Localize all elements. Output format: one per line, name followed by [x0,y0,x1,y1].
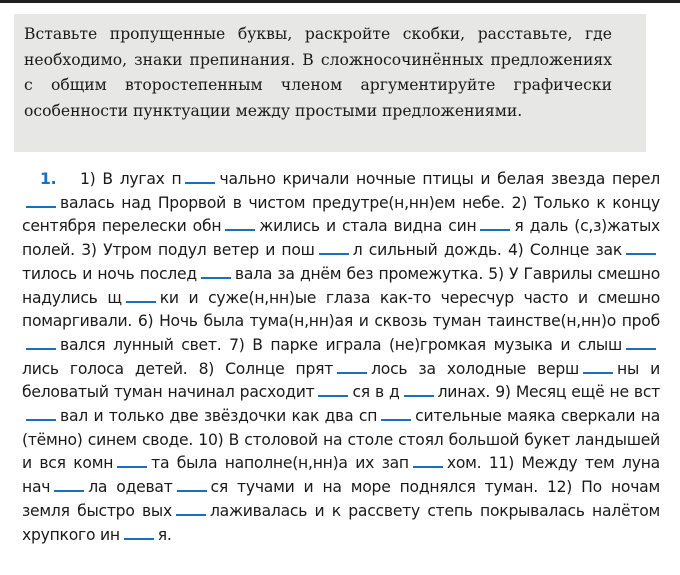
blank-gap [626,334,656,350]
text-segment: я. [157,525,172,544]
blank-gap [26,405,56,421]
blank-gap [126,287,156,303]
text-segment: лось за холодные верш [371,359,580,378]
blank-gap [381,405,411,421]
text-segment: я даль (с,з)жатых полей. 3) Утром подул ветер и пош [22,217,660,260]
text-segment: хом. 11) Между тем луна нач [22,454,660,497]
text-segment: ся тучами и на море поднялся туман. 12) По ночам земля быстро вых [22,478,660,520]
text-segment: ны и беловатый туман начинал расходит [22,359,660,402]
text-segment: чально кричали ночные птицы и белая звезда перел [219,170,660,188]
exercise-text [22,168,660,547]
blank-gap [26,192,56,208]
text-segment: лись голоса детей. 8) Солнце прят [22,359,334,378]
text-segment: вался лунный свет. 7) В парке играла (не)громкая музыка и слыш [60,335,622,354]
text-segment: сительные маяка сверкали на (тёмно) синем своде. 10) В столовой на столе стоял большой букет ландышей и вся комн [22,407,660,473]
text-segment: 1) В лугах п [80,170,182,188]
blank-gap [319,239,349,255]
text-segment: ла одеват [88,478,173,497]
blank-gap [318,381,348,397]
blank-gap [480,215,510,231]
text-segment: валась над Прорвой в чистом предутре(н,нн)ем небе. 2) Только к концу сентября перелески обн [22,193,660,236]
blank-gap [54,476,84,492]
top-border-line [0,0,680,3]
blank-gap [185,168,215,184]
text-segment: та была наполне(н,нн)а их зап [151,454,409,473]
blank-gap [117,452,147,468]
blank-gap [201,263,231,279]
exercise-number: 1. [40,170,57,188]
blank-gap [626,239,656,255]
text-segment: лаживалась и к рассвету степь покрывалась налётом хрупкого ин [22,501,660,544]
blank-gap [177,476,207,492]
blank-gap [337,358,367,374]
text-segment: линах. 9) Месяц ещё не вст [437,383,660,402]
task-instruction: Вставьте пропущенные буквы, раскройте скобки, расставьте, где необходимо, знаки препинания. В сложносочинённых предложениях с общим второстепенным членом аргументируйте графически особенности пунктуации между простыми предложениями. [24,25,612,120]
text-segment: ки и суже(н,нн)ые глаза как-то чересчур часто и смешно помаргивали. 6) Ночь была тума(н,нн)ая и сквозь туман таинстве(н,нн)о проб [22,288,660,331]
text-segment: тилось и ночь послед [22,264,197,283]
text-segment: л сильный дождь. 4) Солнце зак [352,241,622,260]
blank-gap [176,500,206,516]
blank-gap [225,215,255,231]
text-segment: жились и стала видна син [259,217,477,236]
text-segment: ся в д [352,383,400,402]
text-segment: вал и только две звёздочки как два сп [60,407,378,426]
blank-gap [583,358,613,374]
blank-gap [404,381,434,397]
blank-gap [124,524,154,540]
text-segment: вала за днём без промежутка. 5) У Гаврилы смешно надулись щ [22,264,660,307]
blank-gap [413,452,443,468]
blank-gap [26,334,56,350]
